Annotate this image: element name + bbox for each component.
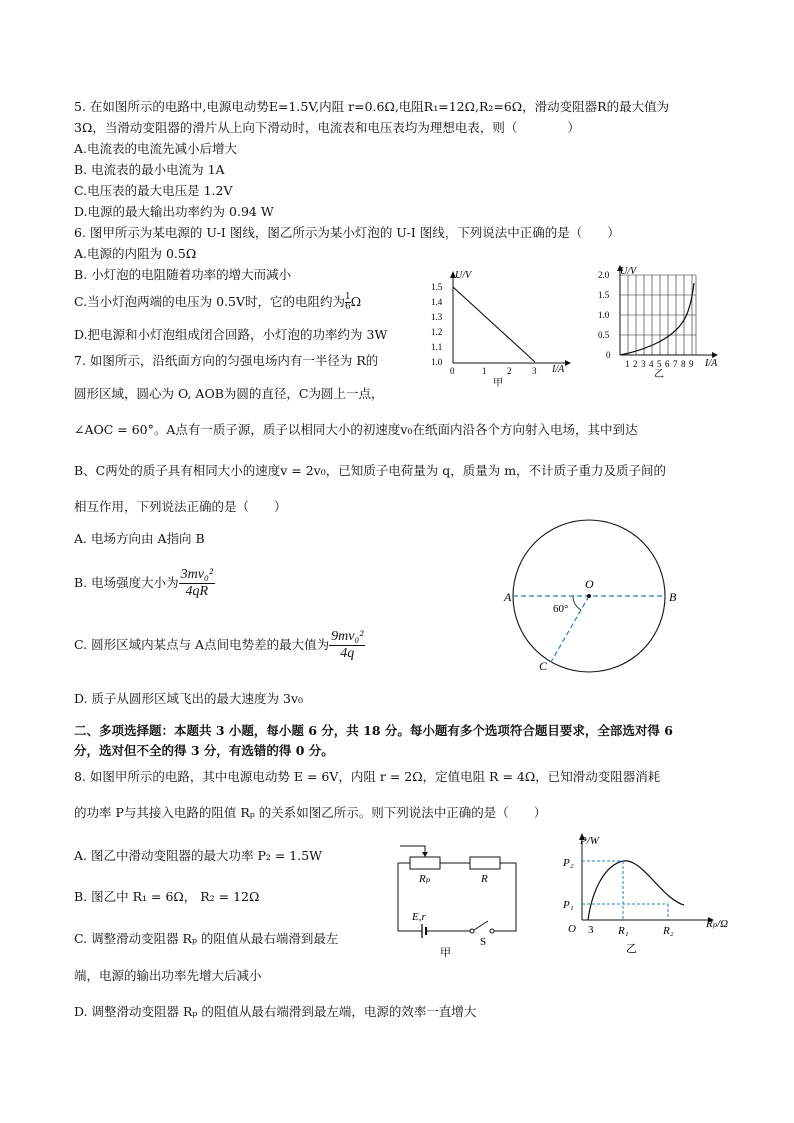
jia-source-line	[453, 287, 535, 362]
jia-ytick-3: 1.3	[431, 312, 443, 322]
yi-xtick-5: 5	[657, 359, 662, 369]
power-caption: 乙	[626, 943, 637, 955]
yi-xtick-7: 7	[673, 359, 678, 369]
yi-xtick-3: 3	[641, 359, 646, 369]
q7-option-b-fraction	[179, 567, 215, 600]
figure-yi-ui-graph	[590, 265, 730, 380]
rheostat-rp	[410, 857, 440, 869]
rheostat-slider	[400, 846, 425, 855]
jia-ytick-5: 1.1	[431, 342, 443, 352]
q7-c-fraction-den: 4q	[340, 646, 355, 661]
q7-b-fraction-den: 4qR	[185, 584, 209, 599]
slider-arrow	[422, 852, 428, 857]
q6-option-c-text: C.当小灯泡两端的电压为 0.5V时，它的电阻约为	[74, 294, 345, 309]
q7-option-c-text: C. 圆形区域内某点与 A点间电势差的最大值为	[74, 637, 330, 652]
label-rp: Rₚ	[419, 873, 431, 885]
q6-stem: 6. 图甲所示为某电源的 U-I 图线，图乙所示为某小灯泡的 U-I 图线，下列说法中正确的是（ ）	[74, 225, 620, 240]
q5-option-b: B. 电流表的最小电流为 1A	[74, 162, 225, 177]
figure-jia-ui-graph	[425, 268, 575, 389]
yi-xtick-1: 1	[625, 359, 630, 369]
q8-option-c-line2: 端，电源的输出功率先增大后减小	[74, 968, 262, 983]
q6-option-c	[74, 293, 361, 312]
circuit-caption: 甲	[440, 947, 451, 959]
power-xtick-r1: R₁	[618, 925, 629, 937]
yi-caption: 乙	[654, 369, 664, 380]
jia-ytick-6: 1.0	[431, 357, 443, 367]
q8-option-b: B. 图乙中 R₁ = 6Ω， R₂ = 12Ω	[74, 889, 260, 904]
q7-option-c-fraction	[329, 629, 365, 662]
q8-stem-line2: 的功率 P与其接入电路的阻值 Rₚ 的关系如图乙所示。则下列说法中正确的是（ ）	[74, 805, 547, 820]
q7-option-c	[74, 626, 365, 664]
resistor-r	[470, 857, 500, 869]
power-y-label: P/W	[580, 835, 599, 847]
q6-c-fraction-den: 6	[344, 302, 351, 312]
q8-stem-line1: 8. 如图甲所示的电路，其中电源电动势 E = 6V，内阻 r = 2Ω，定值电阻 R = 4Ω，已知滑动变阻器消耗	[74, 769, 661, 784]
jia-x-label: I/A	[552, 364, 565, 375]
figure-circle-field	[495, 520, 695, 680]
jia-ytick-2: 1.4	[431, 297, 443, 307]
yi-xtick-9: 9	[689, 359, 694, 369]
power-ytick-p1: P₁	[563, 899, 574, 911]
yi-xtick-8: 8	[681, 359, 686, 369]
yi-x-label: I/A	[705, 358, 718, 369]
yi-ytick-4: 0.5	[598, 330, 610, 340]
q6-option-d: D.把电源和小灯泡组成闭合回路，小灯泡的功率约为 3W	[74, 327, 388, 342]
q5-stem-line1: 5. 在如图所示的电路中,电源电动势E=1.5V,内阻 r=0.6Ω,电阻R₁=12Ω,R₂=6Ω，滑动变阻器R的最大值为	[74, 99, 670, 114]
q5-option-a: A.电流表的电流先减小后增大	[74, 141, 238, 156]
yi-ytick-2: 1.5	[598, 290, 610, 300]
yi-y-label: U/V	[620, 266, 637, 277]
q8-option-a: A. 图乙中滑动变阻器的最大功率 P₂ = 1.5W	[74, 848, 323, 863]
jia-caption: 甲	[493, 378, 503, 389]
q6-option-a: A.电源的内阻为 0.5Ω	[74, 246, 197, 261]
figure-power-curve	[560, 830, 745, 960]
q5-option-c: C.电压表的最大电压是 1.2V	[74, 183, 233, 198]
circuit-wire-right	[500, 863, 516, 931]
switch-pivot	[470, 929, 474, 933]
section2-header-line2: 分，选对但不全的得 3 分，有选错的得 0 分。	[74, 743, 334, 758]
jia-x-arrow	[565, 360, 571, 366]
label-a: A	[504, 590, 512, 604]
q5-stem-line2: 3Ω，当滑动变阻器的滑片从上向下滑动时，电流表和电压表均为理想电表，则（ ）	[74, 120, 580, 135]
q5-option-d: D.电源的最大输出功率约为 0.94 W	[74, 204, 274, 219]
q7-option-b-text: B. 电场强度大小为	[74, 575, 179, 590]
q6-option-b: B. 小灯泡的电阻随着功率的增大而减小	[74, 267, 292, 282]
switch-blade	[474, 921, 488, 930]
label-o: O	[585, 577, 594, 591]
q7-stem-line5: 相互作用，下列说法正确的是（ ）	[74, 499, 287, 514]
label-r: R	[481, 873, 488, 885]
q7-stem-line1: 7. 如图所示，沿纸面方向的匀强电场内有一半径为 R的	[74, 353, 379, 368]
yi-ytick-1: 2.0	[598, 270, 610, 280]
label-er: E,r	[412, 911, 426, 923]
label-angle: 60°	[553, 603, 569, 615]
q7-option-d: D. 质子从圆形区域飞出的最大速度为 3v₀	[74, 691, 304, 706]
yi-xtick-4: 4	[649, 359, 654, 369]
jia-xtick-0: 0	[450, 366, 455, 376]
yi-bulb-curve	[620, 283, 694, 355]
power-x-label: Rₚ/Ω	[706, 918, 729, 930]
power-xtick-r2: R₂	[663, 925, 674, 937]
angle-arc	[573, 596, 581, 610]
power-curve	[588, 861, 684, 920]
label-b: B	[669, 590, 677, 604]
power-ytick-p2: P₂	[563, 857, 574, 869]
switch-contact	[490, 929, 494, 933]
q6-option-c-unit: Ω	[350, 294, 362, 309]
label-c: C	[539, 659, 548, 673]
power-origin: O	[568, 923, 576, 935]
yi-ytick-5: 0	[606, 350, 611, 360]
q7-option-a: A. 电场方向由 A指向 B	[74, 531, 205, 546]
yi-xtick-6: 6	[665, 359, 670, 369]
center-dot	[587, 594, 591, 598]
q8-option-d: D. 调整滑动变阻器 Rₚ 的阻值从最右端滑到最左端，电源的效率一直增大	[74, 1004, 477, 1019]
q7-c-fraction-num: 9mv₀²	[331, 629, 364, 644]
jia-ytick-1: 1.5	[431, 282, 443, 292]
yi-ytick-3: 1.0	[598, 310, 610, 320]
jia-y-label: U/V	[455, 270, 472, 281]
q6-c-fraction-num: 1	[344, 292, 351, 302]
section2-header-line1: 二、多项选择题：本题共 3 小题，每小题 6 分，共 18 分。每小题有多个选项符合题目要求，全部选对得 6	[74, 723, 673, 738]
jia-xtick-3: 3	[532, 366, 537, 376]
q7-option-b	[74, 564, 215, 602]
q7-stem-line2: 圆形区域，圆心为 O, AOB为圆的直径，C为圆上一点，	[74, 386, 384, 401]
q7-stem-line3: ∠AOC = 60°。A点有一质子源，质子以相同大小的初速度v₀在纸面内沿各个方向射入电场，其中到达	[74, 422, 638, 437]
yi-xtick-2: 2	[633, 359, 638, 369]
label-s: S	[480, 936, 487, 948]
q8-option-c-line1: C. 调整滑动变阻器 Rₚ 的阻值从最右端滑到最左	[74, 931, 339, 946]
q7-stem-line4: B、C两处的质子具有相同大小的速度v = 2v₀，已知质子电荷量为 q，质量为 m，不计质子重力及质子间的	[74, 463, 667, 478]
figure-circuit	[388, 836, 528, 961]
jia-xtick-2: 2	[507, 366, 512, 376]
jia-ytick-4: 1.2	[431, 327, 443, 337]
power-xtick-3: 3	[588, 924, 594, 936]
jia-xtick-1: 1	[482, 366, 487, 376]
q7-b-fraction-num: 3mv₀²	[180, 567, 214, 582]
